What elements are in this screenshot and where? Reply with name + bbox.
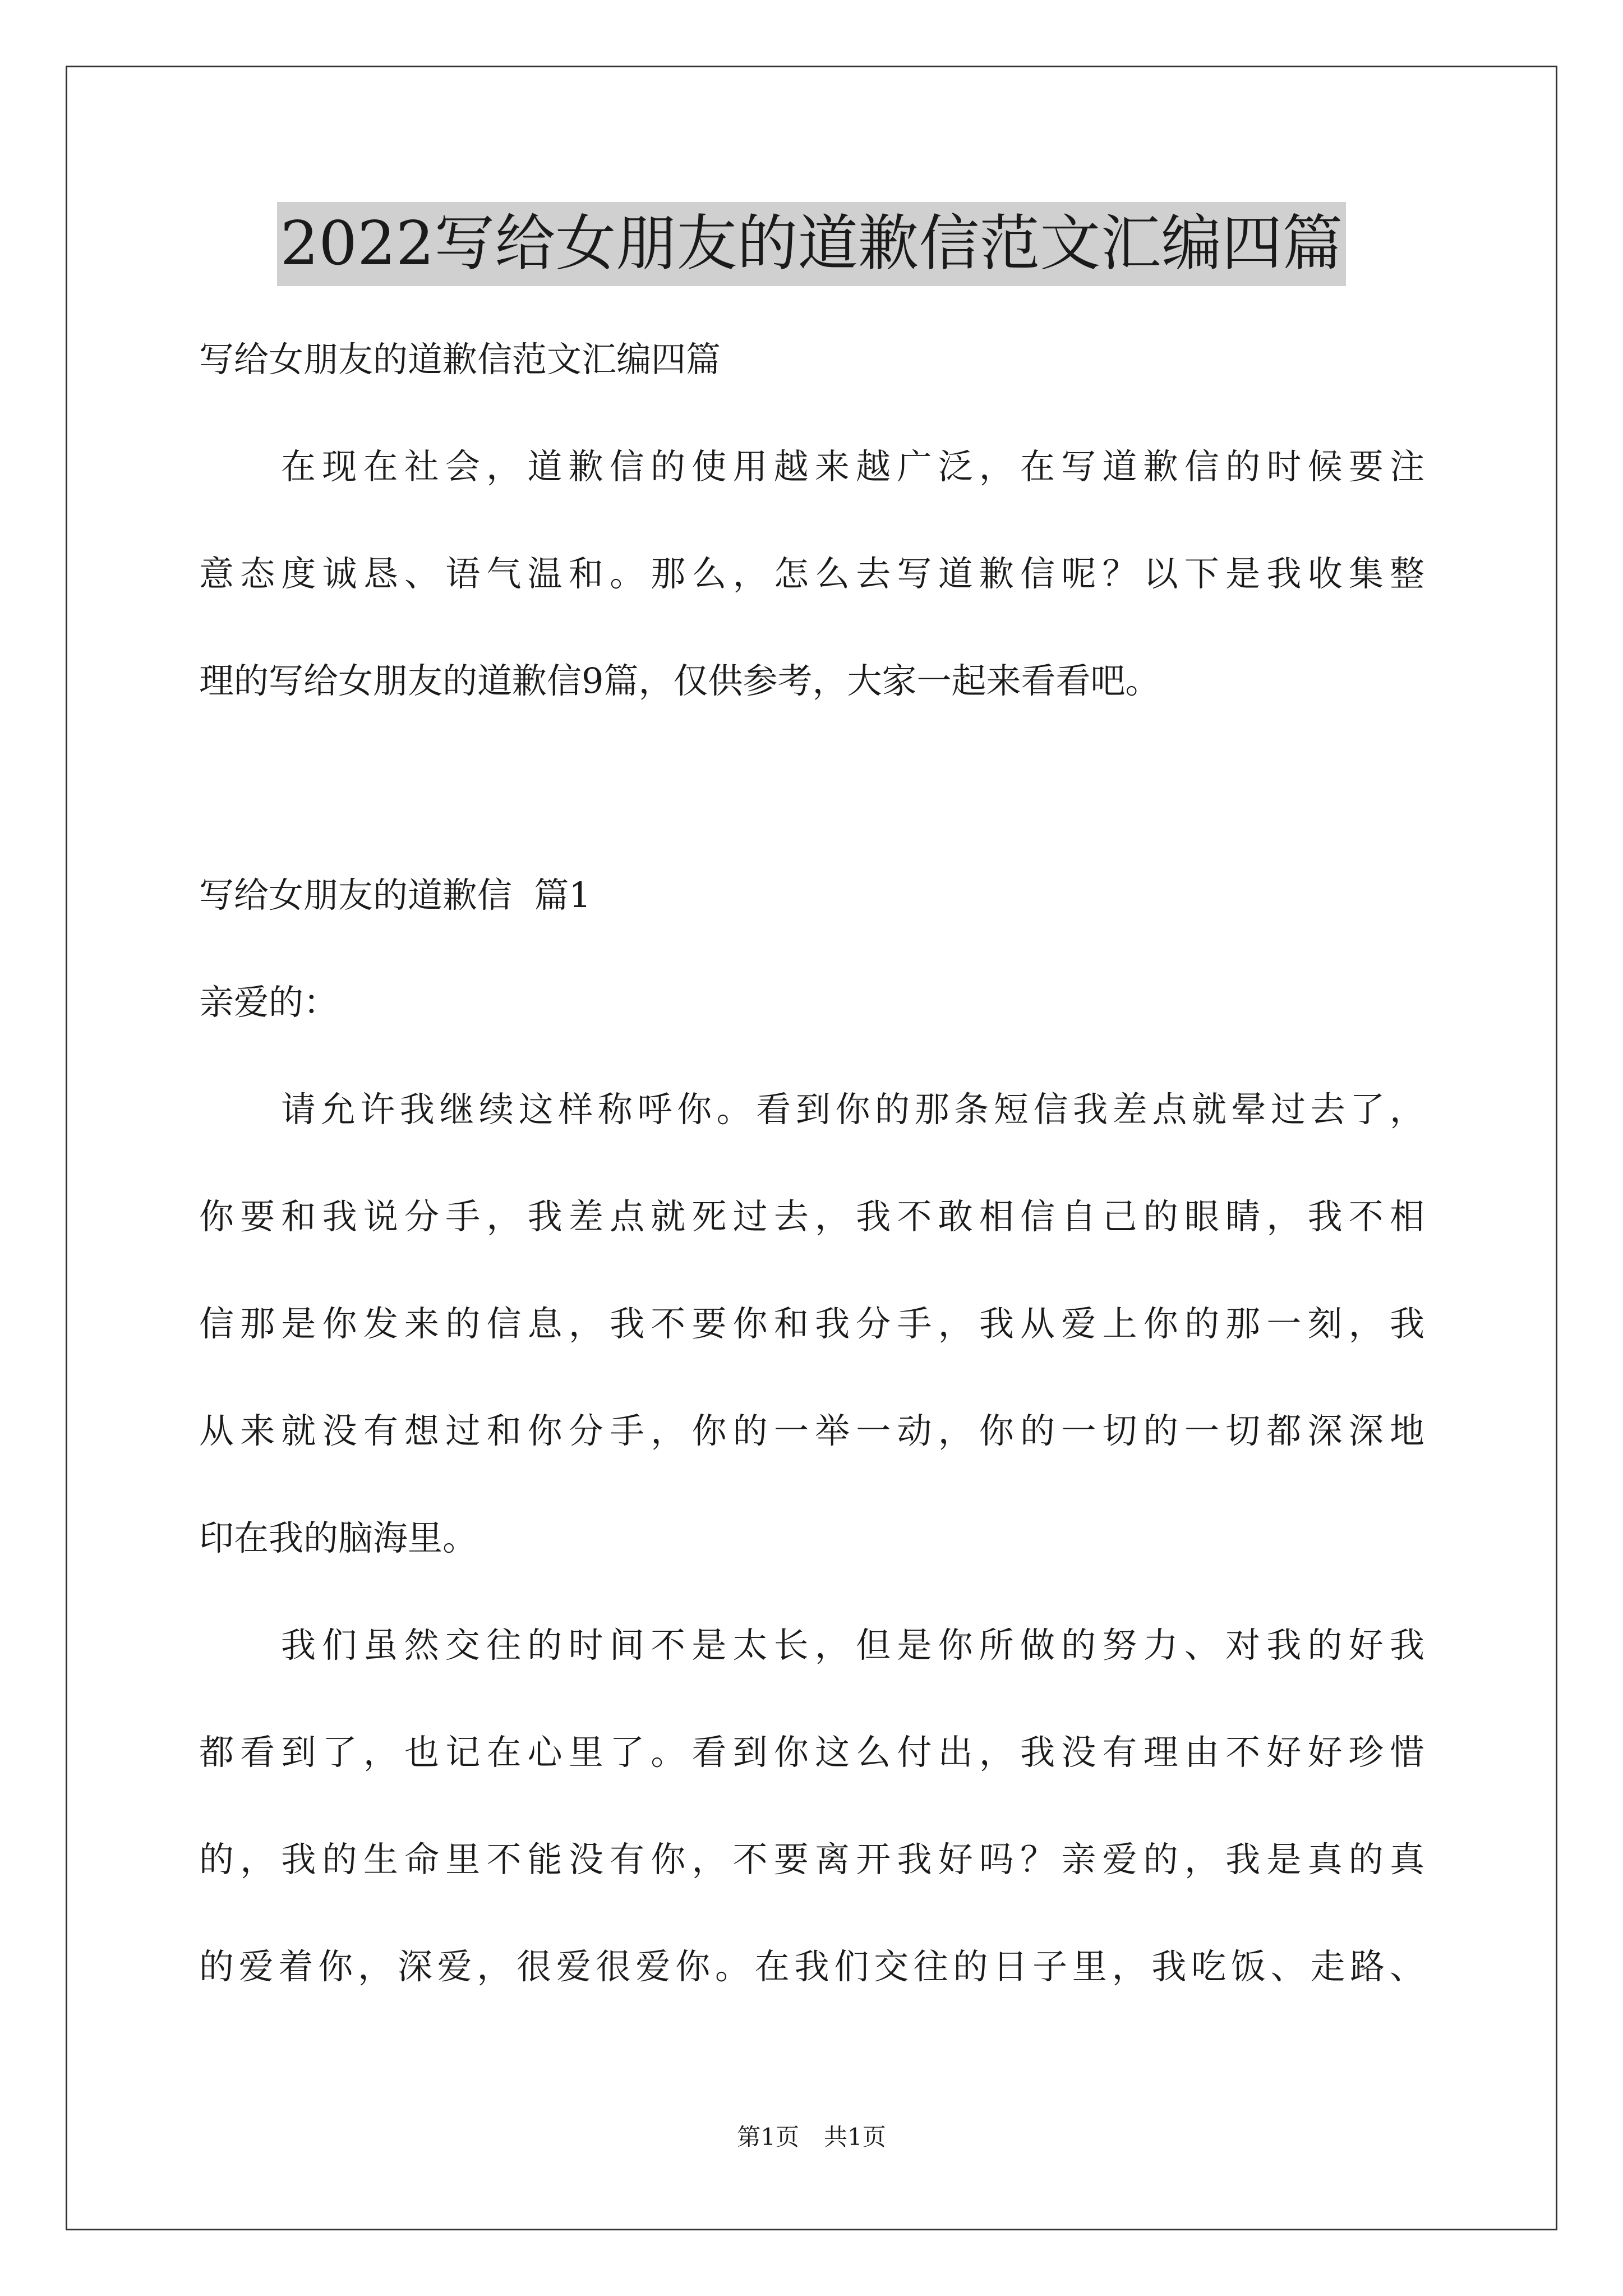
paragraph-1-line-4: 从来就没有想过和你分手，你的一举一动，你的一切的一切都深深地 [199, 1410, 1424, 1451]
paragraph-2-line-2: 都看到了，也记在心里了。看到你这么付出，我没有理由不好好珍惜 [199, 1732, 1424, 1773]
page-footer [0, 2120, 1623, 2154]
intro-line-1: 在现在社会，道歉信的使用越来越广泛，在写道歉信的时候要注 [281, 446, 1424, 487]
paragraph-2-line-3: 的，我的生命里不能没有你，不要离开我好吗？亲爱的，我是真的真 [199, 1839, 1424, 1880]
paragraph-1-line-1: 请允许我继续这样称呼你。看到你的那条短信我差点就晕过去了， [281, 1089, 1424, 1130]
intro-line-2: 意态度诚恳、语气温和。那么，怎么去写道歉信呢？以下是我收集整 [199, 553, 1424, 594]
page-number-current: 第1页 [737, 2123, 799, 2151]
section-heading: 写给女朋友的道歉信 篇1 [199, 875, 591, 915]
paragraph-1-line-2: 你要和我说分手，我差点就死过去，我不敢相信自己的眼睛，我不相 [199, 1196, 1424, 1237]
blank-line [199, 734, 1424, 841]
title-container [0, 202, 1623, 286]
document-subtitle: 写给女朋友的道歉信范文汇编四篇 [199, 339, 721, 380]
document-body [199, 306, 1424, 2020]
document-title: 2022写给女朋友的道歉信范文汇编四篇 [277, 202, 1347, 286]
salutation: 亲爱的： [199, 982, 339, 1023]
paragraph-1-line-3: 信那是你发来的信息，我不要你和我分手，我从爱上你的那一刻，我 [199, 1303, 1424, 1344]
paragraph-1-line-5: 印在我的脑海里。 [199, 1517, 478, 1558]
paragraph-2-line-4: 的爱着你，深爱，很爱很爱你。在我们交往的日子里，我吃饭、走路、 [199, 1946, 1424, 1987]
paragraph-2-line-1: 我们虽然交往的时间不是太长，但是你所做的努力、对我的好我 [281, 1625, 1424, 1665]
intro-line-3: 理的写给女朋友的道歉信9篇，仅供参考，大家一起来看看吧。 [199, 660, 1160, 701]
page-number-total: 共1页 [824, 2123, 886, 2151]
